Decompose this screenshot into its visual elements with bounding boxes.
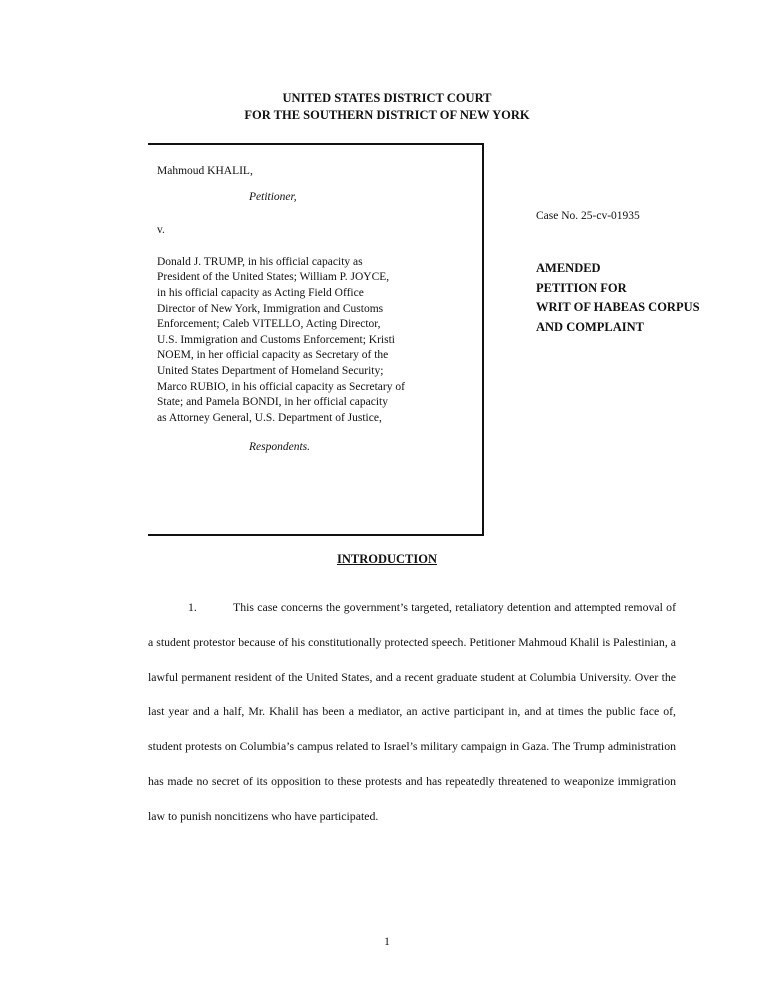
court-name-line: UNITED STATES DISTRICT COURT: [282, 91, 492, 105]
respondents-line: NOEM, in her official capacity as Secretary of the: [157, 349, 389, 362]
paragraph-1: [148, 590, 676, 834]
paragraph-text: This case concerns the government’s targeted, retaliatory detention and attempted removal of a student protestor because of his constitutionally protected speech. Petitioner Mahmoud Khalil is Palestinian, a lawful permanent resident of the United States, and a recent graduate student at Columbia University. Over the last year and a half, Mr. Khalil has been a mediator, an active participant in, and at times the public face of, student protests on Columbia’s campus related to Israel’s military campaign in Gaza. The Trump administration has made no secret of its opposition to these protests and has repeatedly threatened to weaponize immigration law to punish noncitizens who have participated.: [148, 600, 676, 823]
title-line: PETITION FOR: [536, 280, 627, 295]
title-line: AMENDED: [536, 261, 601, 275]
respondents-line: Donald J. TRUMP, in his official capacity as: [157, 255, 363, 268]
court-district-line: FOR THE SOUTHERN DISTRICT OF NEW YORK: [244, 108, 530, 122]
section-heading: INTRODUCTION: [336, 552, 437, 566]
title-line: WRIT OF HABEAS CORPUS: [536, 300, 700, 314]
respondents-role: Respondents.: [249, 441, 311, 454]
versus: v.: [157, 224, 165, 237]
case-caption: [157, 164, 477, 456]
respondents-line: President of the United States; William P. JOYCE,: [157, 271, 390, 284]
page-number: 1: [384, 936, 390, 948]
title-line: AND COMPLAINT: [536, 319, 644, 334]
respondents-line: Director of New York, Immigration and Customs: [157, 302, 384, 315]
respondents-line: as Attorney General, U.S. Department of Justice,: [157, 411, 382, 424]
petitioner-role: Petitioner,: [249, 190, 297, 203]
document-title: [536, 259, 756, 337]
court-heading: [0, 90, 774, 124]
respondents-list: [157, 255, 477, 427]
paragraph-number: 1.: [188, 600, 197, 614]
case-number: Case No. 25-cv-01935: [536, 210, 640, 222]
respondents-line: in his official capacity as Acting Field Office: [157, 286, 364, 299]
respondents-line: Enforcement; Caleb VITELLO, Acting Director,: [157, 318, 381, 331]
respondents-line: State; and Pamela BONDI, in her official capacity: [157, 396, 388, 409]
respondents-line: U.S. Immigration and Customs Enforcement; Kristi: [157, 333, 395, 346]
respondents-line: United States Department of Homeland Security;: [157, 364, 384, 377]
petitioner-name: Mahmoud KHALIL,: [157, 165, 253, 177]
respondents-line: Marco RUBIO, in his official capacity as Secretary of: [157, 380, 405, 393]
